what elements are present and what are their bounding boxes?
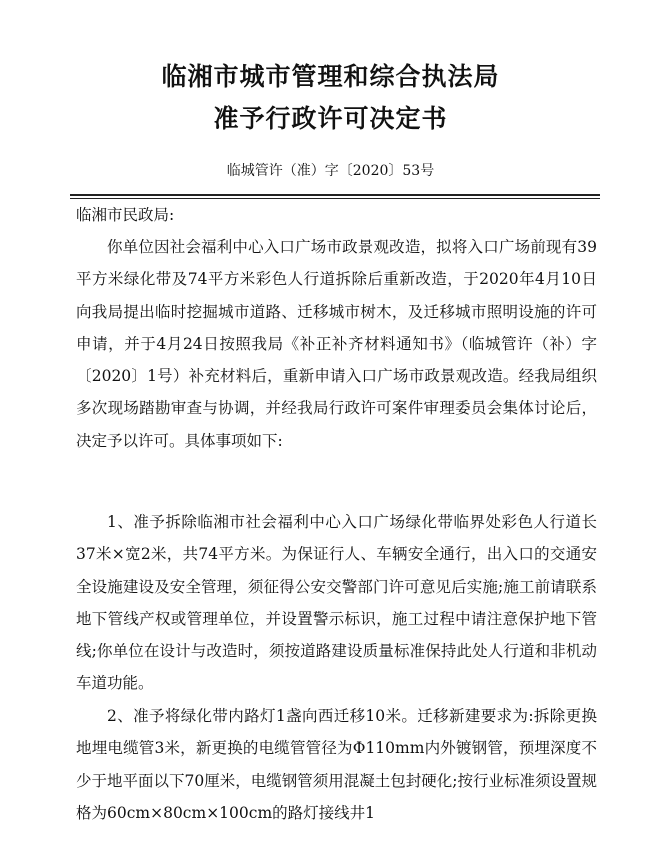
header-divider-thick [70, 194, 600, 196]
document-title: 准予行政许可决定书 [213, 104, 448, 133]
item-1-paragraph: 1、准予拆除临湘市社会福利中心入口广场绿化带临界处彩色人行道长37米×宽2米，共74平方米。为保证行人、车辆安全通行，出入口的交通安全设施建设及安全管理，须征得公安交警部门许可意见后实施;施工前请联系地下管线产权或管理单位，并设置警示标识，施工过程中请注意保护地下管线;你单位在设计与改造时，须按道路建设质量标准保持此处人行道和非机动车道功能。 [76, 513, 597, 693]
agency-title: 临湘市城市管理和综合执法局 [161, 62, 500, 91]
document-number: 临城管许（准）字〔2020〕53号 [226, 163, 435, 179]
addressee: 临湘市民政局: [76, 206, 175, 224]
item-2-paragraph: 2、准予将绿化带内路灯1盏向西迁移10米。迁移新建要求为:拆除更换地埋电缆管3米，新更换的电缆管管径为Φ110mm内外镀钢管，预埋深度不少于地平面以下70厘米，电缆钢管须用混凝土包封硬化;按行业标准须设置规格为60cm×80cm×100cm的路灯接线井1 [76, 707, 597, 822]
intro-paragraph: 你单位因社会福利中心入口广场市政景观改造，拟将入口广场前现有39平方米绿化带及74平方米彩色人行道拆除后重新改造，于2020年4月10日向我局提出临时挖掘城市道路、迁移城市树木，及迁移城市照明设施的许可申请，并于4月24日按照我局《补正补齐材料通知书》（临城管许（补）字〔2020〕1号）补充材料后，重新申请入口广场市政景观改造。经我局组织多次现场踏勘审查与协调，并经我局行政许可案件审理委员会集体讨论后，决定予以许可。具体事项如下: [76, 238, 597, 450]
